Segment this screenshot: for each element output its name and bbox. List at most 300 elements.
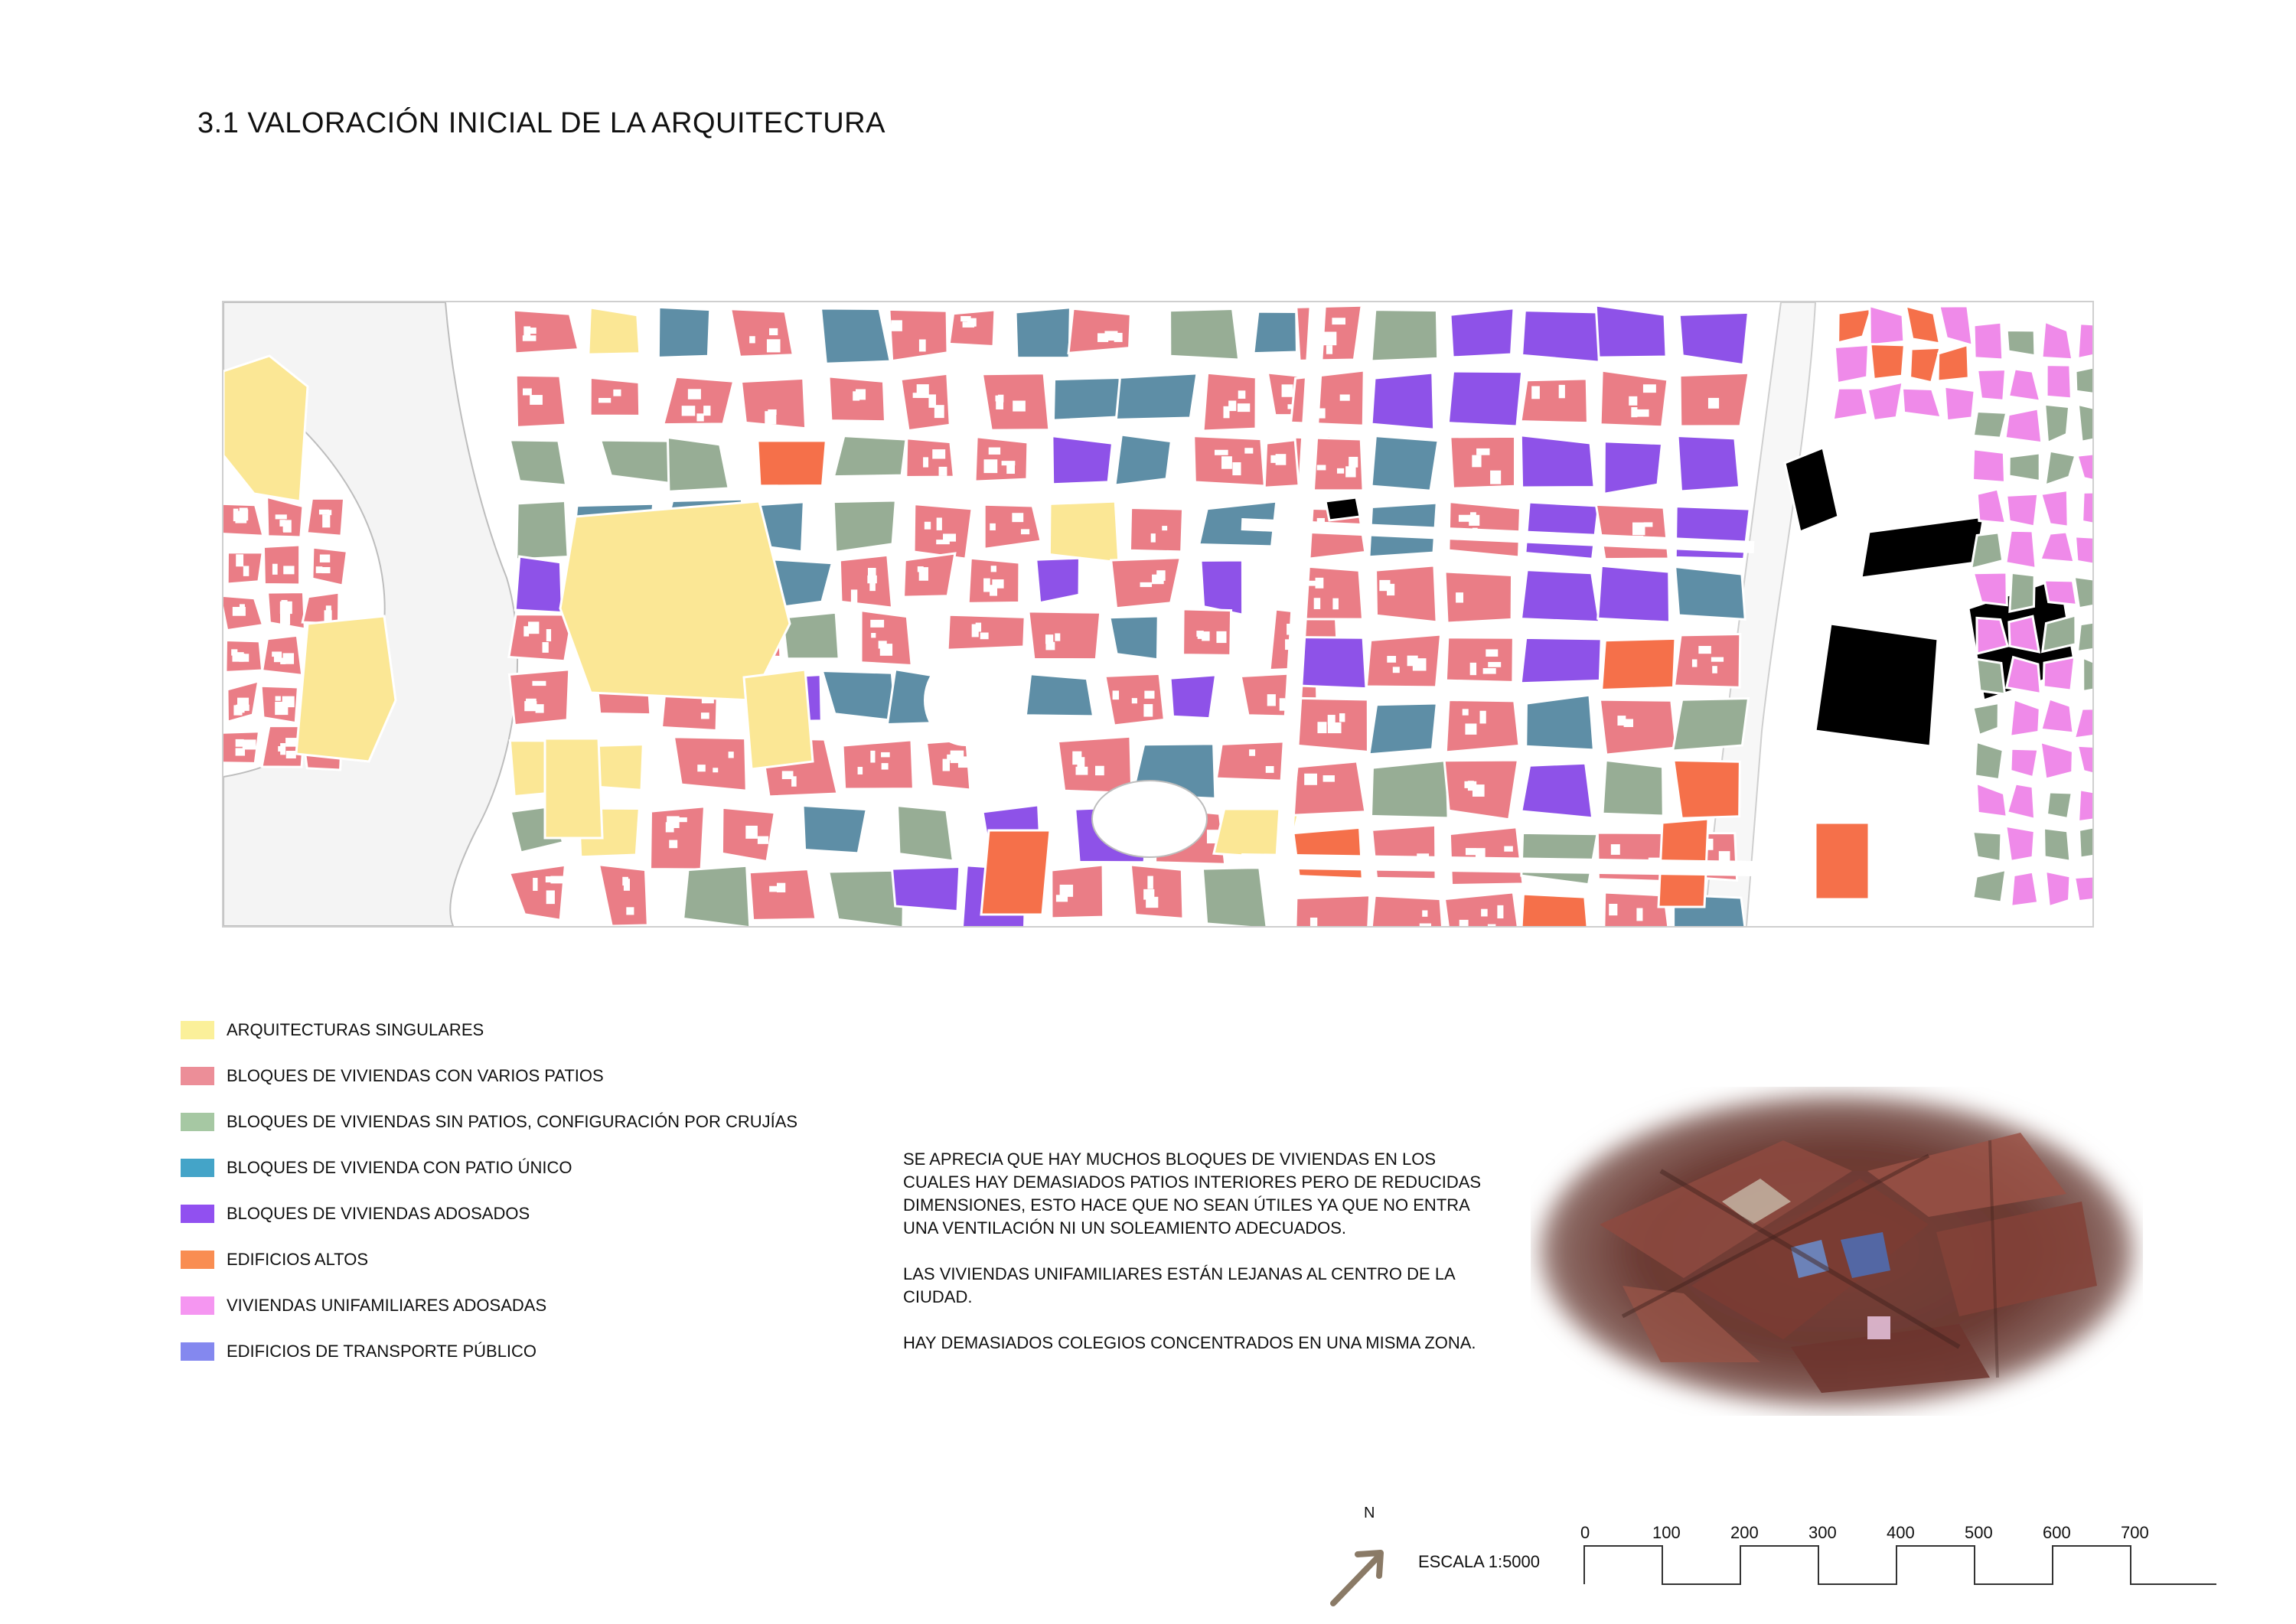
courtyard [1473,784,1485,797]
courtyard [1340,394,1350,400]
block-sin-patios [2076,364,2092,396]
legend-swatch [181,1021,214,1039]
block-unifamiliares [2008,369,2040,401]
aerial-photo [1531,1087,2143,1416]
courtyard [1147,876,1153,889]
block-patio-unico [1110,616,1158,660]
courtyard [550,876,563,884]
block-altos [1602,638,1675,690]
courtyard [1466,848,1476,855]
block-unifamiliares [2009,616,2039,652]
block-sin-patios [1371,310,1438,361]
courtyard [1104,331,1117,341]
block-north-east [1867,382,1903,420]
legend-label: BLOQUES DE VIVIENDAS CON VARIOS PATIOS [227,1066,604,1085]
block-adosados [892,867,960,911]
scale-tick-label: 0 [1580,1523,1590,1542]
courtyard [688,389,701,399]
block-sin-patios [2007,330,2035,355]
courtyard [1012,513,1023,522]
block-sin-patios [2045,451,2076,485]
block-sin-patios [2044,828,2070,861]
block-adosados [1371,373,1434,429]
block-sin-patios [2079,826,2092,858]
block-varios-patios [1370,895,1443,926]
block-north-east [1902,388,1941,418]
courtyard [527,328,536,334]
courtyard [1232,462,1241,475]
courtyard [943,759,950,771]
block-unifamiliares [2006,530,2036,568]
courtyard [1711,657,1724,662]
block-unifamiliares [1978,370,2006,401]
block-varios-patios [673,737,746,791]
block-varios-patios [510,865,566,920]
block-north-east [1870,344,1904,380]
block-transporte [1815,624,1938,746]
courtyard [1266,766,1274,773]
block-adosados [1679,312,1748,364]
block-varios-patios [1450,436,1515,488]
courtyard [1162,526,1167,530]
courtyard [983,579,990,592]
block-patio-unico [1116,373,1197,419]
block-transporte [1785,448,1838,532]
courtyard [1504,846,1513,852]
block-singular [589,308,640,354]
courtyard [976,623,981,632]
block-varios-patios [840,555,892,608]
courtyard [1632,523,1645,536]
page-title: 3.1 VALORACIÓN INICIAL DE LA ARQUITECTURA [197,107,885,139]
courtyard [939,467,947,476]
block-varios-patios [914,504,972,559]
block-patio-unico [1016,308,1070,358]
courtyard [598,398,611,403]
courtyard [729,752,734,758]
courtyard [1624,719,1633,727]
courtyard [1323,775,1335,782]
courtyard [320,555,330,563]
block-patio-unico [803,806,866,853]
block-sin-patios [1973,411,2006,438]
courtyard [1636,908,1642,921]
block-varios-patios [509,615,572,661]
block-varios-patios [1068,308,1130,353]
courtyard [851,589,857,602]
block-north-east [1939,306,1972,345]
courtyard [769,328,778,335]
block-sin-patios [2078,620,2092,652]
block-sin-patios [1973,832,2001,862]
block-sin-patios [2047,792,2072,818]
block-sin-patios [1371,761,1449,818]
courtyard [233,705,242,715]
building-classification-map [223,302,2092,926]
block-patio-unico [1371,436,1438,491]
courtyard [1497,905,1503,918]
courtyard [1143,889,1154,900]
courtyard [1326,345,1332,354]
block-unifamiliares [2011,748,2038,777]
block-varios-patios [510,670,569,726]
courtyard [882,763,889,769]
block-north-east [1910,347,1940,382]
block-unifamiliares [2077,745,2092,778]
block-unifamiliares [2044,580,2076,605]
courtyard [1244,448,1253,453]
courtyard [1629,396,1637,406]
block-patio-unico [822,670,895,720]
legend-item [181,1339,536,1364]
block-adosados [1052,436,1113,484]
block-unifamiliares [2040,532,2074,563]
block-singular [1049,501,1118,563]
note-paragraph: HAY DEMASIADOS COLEGIOS CONCENTRADOS EN UNA MISMA ZONA. [903,1333,1476,1352]
courtyard [1332,598,1339,610]
courtyard [1337,468,1344,474]
block-adosados [515,556,562,612]
block-singular [545,739,602,838]
courtyard [283,566,294,574]
courtyard [1531,386,1540,399]
block-varios-patios [1600,699,1676,755]
block-north-east [1938,345,1968,381]
courtyard [758,836,768,844]
courtyard [533,878,537,891]
block-adosados [1170,675,1216,719]
block-varios-patios [949,310,995,347]
block-sin-patios [683,866,750,926]
block-adosados [1596,305,1666,357]
courtyard [881,752,890,757]
legend-item [181,1064,604,1088]
courtyard [524,701,536,711]
courtyard [1249,749,1255,756]
legend-item [181,1110,797,1134]
courtyard [1413,658,1427,670]
courtyard [286,751,296,758]
courtyard [1611,844,1620,855]
courtyard [1196,631,1203,637]
courtyard [326,605,331,616]
courtyard [1055,634,1060,641]
courtyard [1456,592,1463,602]
courtyard [1228,401,1236,412]
scale-label: ESCALA 1:5000 [1418,1552,1541,1571]
courtyard [240,604,245,615]
block-altos [1521,894,1589,926]
block-varios-patios [1295,895,1369,926]
block-sin-patios [2009,453,2040,481]
block-patio-unico [1369,703,1437,755]
block-adosados [1604,442,1662,494]
courtyard [1470,663,1476,675]
legend-label: ARQUITECTURAS SINGULARES [227,1020,484,1039]
courtyard [523,389,532,396]
block-patio-unico [1115,435,1171,485]
courtyard [858,767,863,774]
block-adosados [1678,436,1740,491]
courtyard [703,406,710,416]
courtyard [1465,723,1476,734]
block-varios-patios [1130,865,1183,918]
block-adosados [1448,371,1521,426]
block-adosados [1521,570,1599,622]
legend-item [181,1293,546,1318]
block-transporte [1861,517,1984,578]
block-sin-patios [1977,659,2005,694]
block-varios-patios [312,547,347,585]
block-sin-patios [1971,533,2003,569]
block-unifamiliares [2041,699,2073,733]
courtyard [1470,512,1476,517]
block-varios-patios [1445,572,1512,623]
courtyard [996,397,1003,409]
legend-swatch [181,1067,214,1085]
courtyard [283,522,291,532]
block-varios-patios [1058,736,1131,793]
courtyard [669,840,677,849]
courtyard [696,413,703,421]
courtyard [236,554,243,566]
block-adosados [1036,558,1080,603]
block-unifamiliares [2007,494,2038,527]
courtyard [782,771,794,779]
courtyard [918,566,924,572]
courtyard [1132,698,1137,703]
block-varios-patios [1596,504,1668,559]
courtyard [546,890,555,904]
courtyard [871,633,876,638]
courtyard [880,644,892,656]
courtyard [1420,924,1431,926]
courtyard [984,459,998,473]
courtyard [919,339,926,351]
block-adosados [1521,763,1593,818]
block-varios-patios [514,310,578,354]
block-patio-unico [1254,311,1297,353]
courtyard [980,632,989,639]
north-label: N [1364,1505,1375,1521]
block-singular [560,501,790,700]
block-adosados [1598,566,1670,622]
block-altos [1293,827,1362,879]
legend-swatch [181,1113,214,1131]
block-unifamiliares [2005,409,2042,443]
block-varios-patios [975,437,1028,481]
courtyard [322,514,330,527]
block-varios-patios [1029,611,1101,660]
block-sin-patios [517,501,568,559]
courtyard [990,523,996,530]
block-singular [744,670,813,769]
courtyard [923,457,928,467]
courtyard [1304,774,1317,785]
block-sin-patios [833,436,906,477]
block-sin-patios [1973,870,2006,902]
courtyard [1636,409,1649,417]
courtyard [749,336,755,343]
courtyard [272,651,282,657]
courtyard [276,696,281,701]
courtyard [319,510,329,515]
courtyard [1310,918,1317,926]
courtyard [1345,466,1355,477]
courtyard [1719,851,1730,861]
block-sin-patios [1975,742,2004,779]
block-sin-patios [667,437,729,491]
block-patio-unico [821,308,891,364]
block-sin-patios [2045,404,2069,442]
plaza-circle [1092,781,1207,857]
block-varios-patios [861,611,912,666]
plaza-main [924,654,1008,746]
courtyard [1387,584,1394,595]
courtyard [1215,450,1228,455]
courtyard [523,335,536,341]
block-patio-unico [1053,377,1120,420]
courtyard [1486,649,1498,657]
city-map[interactable] [222,301,2094,928]
block-unifamiliares [2082,492,2092,527]
legend-swatch [181,1296,214,1315]
block-adosados [1521,435,1594,488]
block-varios-patios [749,869,816,921]
courtyard [777,883,785,892]
courtyard [1463,709,1469,715]
block-singular [223,356,308,501]
block-unifamiliares [2011,872,2038,906]
block-sin-patios [2078,404,2092,442]
courtyard [991,566,996,572]
block-unifamiliares [2046,871,2070,906]
courtyard [989,448,1000,455]
courtyard [1143,704,1153,716]
scale-tick-label: 200 [1730,1523,1759,1542]
legend-item [181,1018,484,1042]
courtyard [1076,767,1088,775]
scale-bar [1577,1519,2219,1588]
courtyard [1216,631,1226,643]
courtyard [622,877,628,885]
courtyard [280,613,290,625]
block-patio-unico [1526,695,1594,750]
courtyard [285,738,297,747]
block-unifamiliares [1972,449,2004,483]
courtyard [869,578,876,591]
block-unifamiliares [2077,453,2092,484]
courtyard [1692,660,1698,667]
block-varios-patios [263,635,302,675]
block-sin-patios [783,612,840,658]
block-unifamiliares [2075,876,2092,902]
courtyard [278,746,283,752]
courtyard [231,649,237,655]
block-unifamiliares [2043,657,2075,691]
courtyard [1317,465,1326,471]
courtyard [543,642,549,653]
legend-label: BLOQUES DE VIVIENDAS ADOSADOS [227,1204,530,1223]
block-unifamiliares [1973,572,2007,605]
courtyard [1267,694,1276,706]
block-varios-patios [263,545,299,585]
courtyard [1422,910,1427,916]
block-varios-patios [599,865,648,926]
courtyard [1002,461,1016,465]
block-patio-unico [1675,567,1746,620]
block-varios-patios [947,615,1025,650]
courtyard [1314,598,1320,609]
legend-swatch [181,1342,214,1361]
block-north-east [1833,388,1867,420]
block-unifamiliares [2076,536,2092,567]
scale-tick-label: 400 [1887,1523,1915,1542]
courtyard [626,907,634,915]
block-adosados [1522,311,1600,362]
courtyard [1698,646,1711,654]
courtyard [281,600,287,614]
block-varios-patios [1376,566,1437,622]
courtyard [1708,398,1719,409]
courtyard [1712,666,1717,673]
legend-swatch [181,1159,214,1177]
courtyard [925,522,931,530]
block-unifamiliares [2047,365,2071,399]
block-sin-patios [1603,760,1663,816]
block-sin-patios [833,501,895,552]
legend-swatch [181,1251,214,1269]
note-paragraph: LAS VIVIENDAS UNIFAMILIARES ESTÁN LEJANAS AL CENTRO DE LA CIUDAD. [903,1264,1455,1306]
courtyard [236,739,244,747]
courtyard [1328,722,1342,733]
courtyard [523,626,529,636]
block-north-east [1906,306,1939,344]
block-varios-patios [1675,634,1740,687]
courtyard [856,389,866,399]
block-varios-patios [1450,827,1523,885]
avenue [1241,861,1754,869]
block-sin-patios [2083,657,2092,691]
block-altos [758,441,826,486]
courtyard [1332,318,1345,324]
block-sin-patios [601,440,673,484]
block-varios-patios [302,592,339,624]
courtyard [967,318,977,327]
courtyard [1490,471,1501,484]
courtyard [767,339,781,352]
block-sin-patios [2010,572,2034,611]
block-varios-patios [1446,638,1513,683]
courtyard [1339,713,1345,722]
block-varios-patios [1446,699,1519,752]
block-altos [1674,760,1740,818]
courtyard [528,621,539,634]
block-sin-patios [1673,699,1749,751]
block-transporte [1326,497,1360,520]
courtyard [536,704,544,713]
courtyard [1459,515,1470,522]
block-varios-patios [590,377,640,416]
block-sin-patios [898,806,954,861]
courtyard [530,395,543,405]
courtyard [1643,384,1656,393]
courtyard [1151,533,1156,543]
block-unifamiliares [2042,321,2073,359]
courtyard [697,765,705,771]
legend-label: EDIFICIOS DE TRANSPORTE PÚBLICO [227,1342,537,1361]
courtyard [936,540,950,544]
